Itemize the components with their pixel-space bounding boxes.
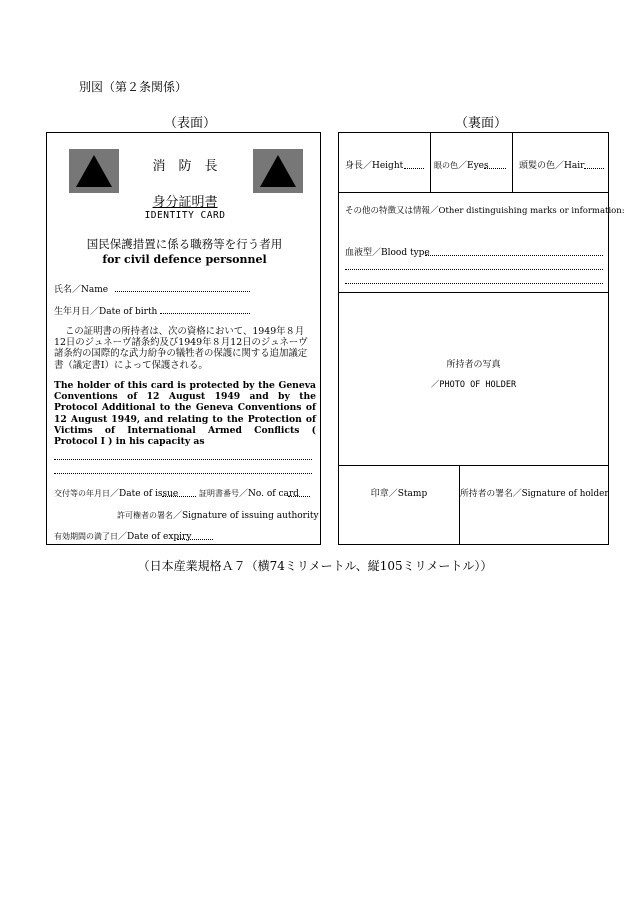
capacity-dotted-line-1: [54, 459, 312, 460]
issue-dotted-line: [162, 496, 196, 497]
name-field: [54, 282, 108, 295]
statement-jp: この証明書の所持者は、次の資格において、1949年８月12日のジュネーヴ諸条約及び1949年８月12日のジュネーヴ諸条約の国際的な武力紛争の犠牲者の保護に関する追加議定書（議定書Ⅰ）によって保護される。: [54, 326, 308, 371]
hair-label: 頭髪の色／Hair: [519, 161, 585, 171]
eyes-en: ／Eyes: [458, 161, 489, 171]
card-no-dotted-line: [288, 496, 310, 497]
dob-field: [54, 304, 157, 317]
expiry-dotted-line: [177, 539, 213, 540]
eyes-jp: 眼の色: [434, 161, 458, 170]
back-card: [338, 132, 625, 545]
divider: [339, 292, 608, 293]
stamp-label: 印章／Stamp: [370, 489, 428, 499]
signature-en: ／Signature of issuing authority: [173, 511, 319, 521]
photo-label-en: ／PHOTO OF HOLDER: [430, 380, 517, 390]
divider: [459, 465, 460, 545]
marks-label: その他の特徴又は情報／Other distinguishing marks or information:: [345, 206, 625, 216]
front-card: [46, 132, 321, 545]
info-dotted-line-1: [345, 269, 603, 270]
issue-row: [54, 486, 178, 499]
expiry-en: ／Date of expiry: [118, 532, 192, 542]
expiry-jp: 有効期間の満了日: [54, 532, 118, 541]
purpose-en: for civil defence personnel: [102, 253, 267, 266]
card-no-jp: 証明書番号: [199, 489, 239, 498]
dob-label: 生年月日／Date of birth: [54, 307, 158, 317]
signature-jp: 許可権者の署名: [117, 511, 173, 520]
name-label: 氏名／Name: [54, 285, 109, 295]
height-dotted-line: [404, 168, 424, 169]
civil-defence-triangle-icon: [69, 149, 119, 193]
date-issue-jp: 交付等の年月日: [54, 489, 110, 498]
dob-dotted-line: [160, 313, 250, 314]
divider: [339, 465, 608, 466]
card-no-row: [199, 486, 299, 499]
statement-en: The holder of this card is protected by the Geneva Conventions of 12 August 1949 and by the Protocol Additional to the Geneva Conventions of 12 August 1949, and relating to the Protection of Victims of International Armed Conflicts ( Protocol Ⅰ ) in his capacity as: [54, 380, 316, 448]
eyes-dotted-line: [484, 168, 506, 169]
photo-label-jp: 所持者の写真: [446, 360, 501, 370]
holder-signature-label: 所持者の署名／Signature of holder: [460, 489, 609, 499]
expiry-row: [54, 529, 191, 542]
front-side-label: （表面）: [164, 116, 217, 131]
page-caption: 別図（第２条関係）: [79, 80, 188, 94]
blood-dotted-line: [425, 255, 603, 256]
blood-label: 血液型／Blood type: [345, 248, 430, 258]
issuer-title: 消 防 長: [152, 159, 218, 174]
date-issue-en: ／Date of issue: [110, 489, 179, 499]
eyes-row: [434, 158, 489, 171]
hair-dotted-line: [584, 168, 604, 169]
size-caption: （日本産業規格Ａ７（横74ミリメートル、縦105ミリメートル））: [137, 559, 493, 573]
info-dotted-line-2: [345, 283, 603, 284]
card-title-jp: 身分証明書: [152, 195, 218, 210]
purpose-jp: 国民保護措置に係る職務等を行う者用: [86, 237, 283, 251]
card-title-en: IDENTITY CARD: [144, 210, 226, 221]
civil-defence-triangle-icon: [253, 149, 303, 193]
divider: [430, 133, 431, 192]
capacity-dotted-line-2: [54, 473, 312, 474]
card-no-en: ／No. of card: [239, 489, 299, 499]
divider: [512, 133, 513, 192]
back-side-label: （裏面）: [455, 116, 508, 131]
name-dotted-line: [115, 291, 250, 292]
divider: [339, 192, 608, 193]
authority-signature-row: [117, 508, 319, 521]
height-label: 身長／Height: [345, 161, 404, 171]
